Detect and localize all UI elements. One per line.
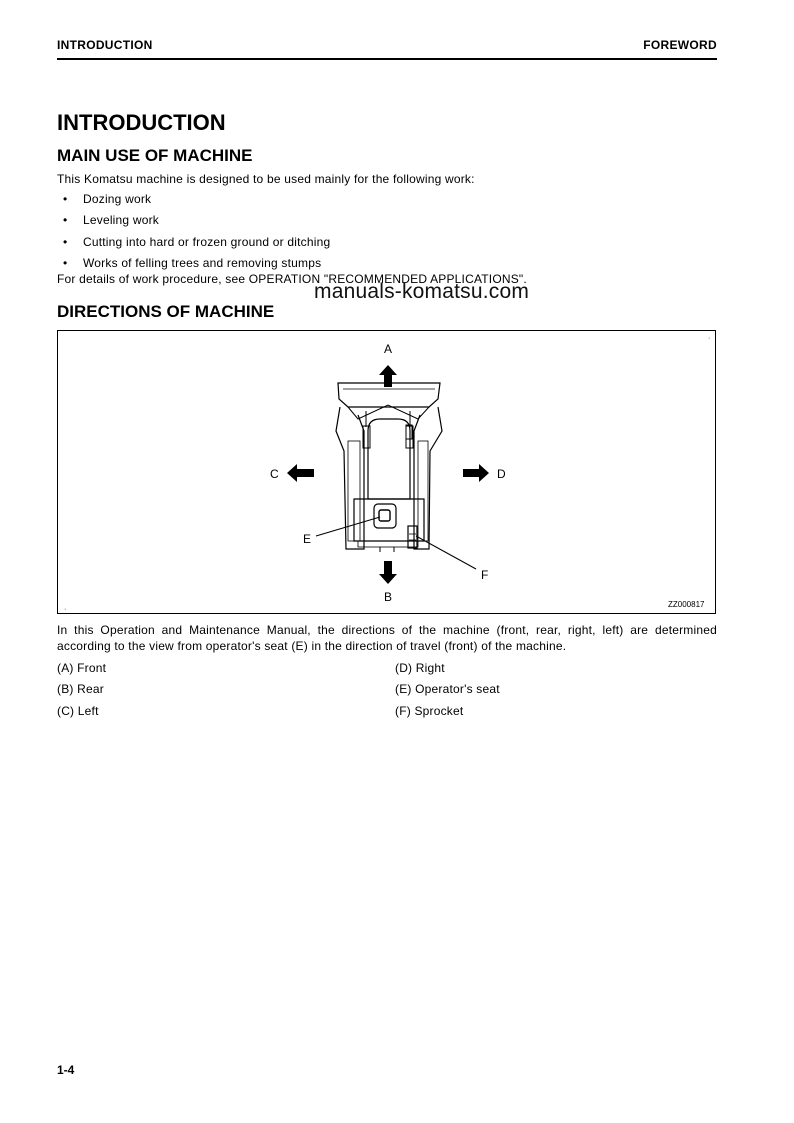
watermark: manuals-komatsu.com — [314, 280, 530, 303]
operator-seat — [374, 504, 396, 528]
bullet-icon: • — [63, 213, 68, 228]
list-item: • Works of felling trees and removing stumps — [63, 255, 322, 270]
main-use-intro: This Komatsu machine is designed to be used mainly for the following work: — [57, 172, 475, 186]
main-use-list — [57, 191, 717, 271]
header-chapter-title: FOREWORD — [643, 38, 717, 52]
label-b: B — [384, 590, 393, 604]
legend-item: (B) Rear — [57, 682, 104, 697]
label-f: F — [481, 568, 489, 582]
legend-item: (D) Right — [395, 661, 445, 675]
bullet-icon: • — [63, 255, 68, 270]
directions-legend — [57, 660, 717, 719]
engine-hood — [368, 419, 410, 499]
page-title: INTRODUCTION — [57, 110, 226, 135]
label-a: A — [384, 342, 393, 356]
svg-text:·: · — [64, 606, 67, 613]
legend-item: (A) Front — [57, 661, 107, 675]
legend-item: (F) Sprocket — [395, 703, 464, 718]
arrow-left-icon — [287, 464, 314, 482]
bullet-icon: • — [63, 234, 68, 249]
label-d: D — [497, 467, 506, 481]
list-item: • Cutting into hard or frozen ground or ditching — [63, 234, 331, 249]
directions-description-block — [57, 622, 717, 719]
figure-code: ZZ000817 — [668, 600, 705, 609]
machine-top-view-diagram — [58, 331, 717, 615]
page-header — [57, 38, 717, 60]
directions-description: In this Operation and Maintenance Manual, the directions of the machine (front, rear, right, left) are determined according to the view from operator's seat (E) in the direction of travel (front) of the machine. — [57, 623, 717, 653]
arrow-rear-icon — [379, 561, 397, 584]
svg-text:·: · — [708, 335, 711, 342]
legend-item: (E) Operator's seat — [395, 682, 500, 697]
arrow-front-icon — [379, 365, 397, 387]
arrow-right-icon — [463, 464, 489, 482]
label-e: E — [303, 532, 312, 546]
label-c: C — [270, 467, 279, 481]
sprocket — [408, 526, 417, 548]
page-number: 1-4 — [57, 1063, 75, 1077]
header-section-title: INTRODUCTION — [57, 38, 153, 52]
list-item: • Leveling work — [63, 213, 159, 228]
list-item: • Dozing work — [63, 192, 152, 206]
see-also-text: For details of work procedure, see OPERATION "RECOMMENDED APPLICATIONS". — [57, 272, 527, 287]
section-heading-directions: DIRECTIONS OF MACHINE — [57, 302, 275, 321]
bullet-icon: • — [63, 192, 68, 206]
leader-line-f — [416, 536, 476, 569]
directions-figure — [57, 330, 716, 614]
section-heading-main-use: MAIN USE OF MACHINE — [57, 146, 253, 165]
legend-item: (C) Left — [57, 703, 99, 718]
